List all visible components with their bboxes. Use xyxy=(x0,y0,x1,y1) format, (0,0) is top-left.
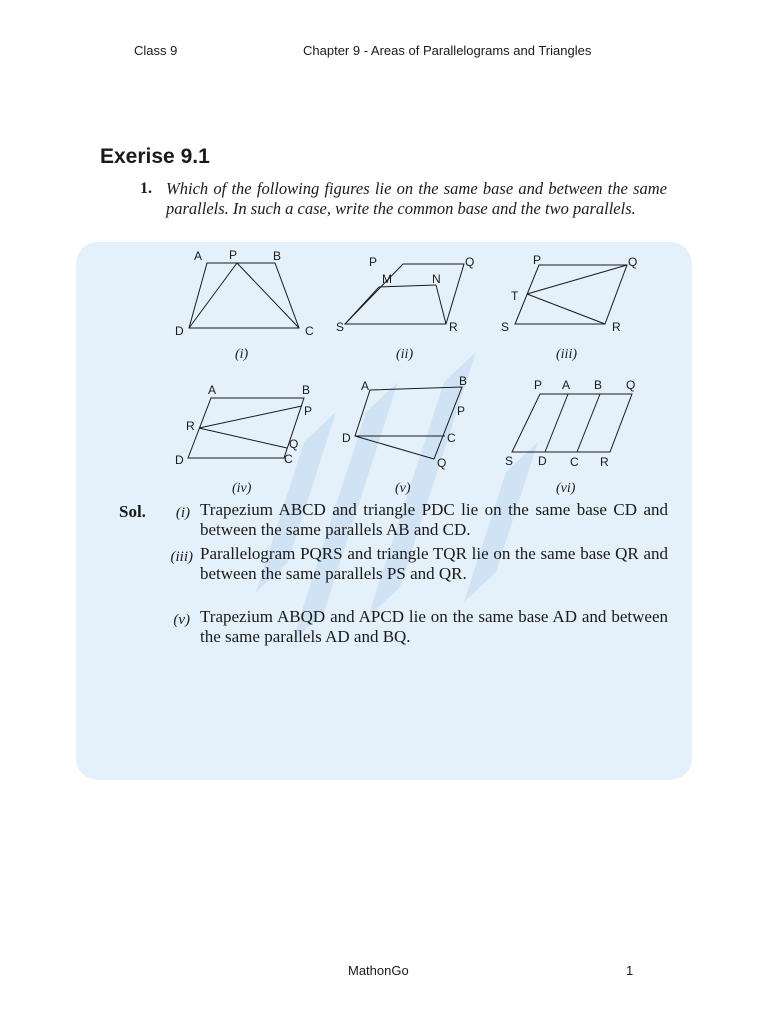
label: S xyxy=(505,454,514,468)
figure-caption: (v) xyxy=(395,481,411,496)
footer-brand: MathonGo xyxy=(348,963,409,978)
figure-caption: (iii) xyxy=(556,347,577,362)
page-number: 1 xyxy=(626,963,634,978)
label: B xyxy=(459,374,468,388)
label: P xyxy=(534,378,543,392)
label: Q xyxy=(626,378,636,392)
label: A xyxy=(562,378,571,392)
solution-text: Trapezium ABQD and APCD lie on the same base AD and between the same parallels AD and BQ. xyxy=(200,607,668,646)
question-number: 1. xyxy=(140,180,152,197)
label: P xyxy=(369,255,378,269)
label: P xyxy=(533,253,542,267)
figure-caption: (vi) xyxy=(556,481,576,496)
label: P xyxy=(457,404,466,418)
label: T xyxy=(511,289,519,303)
label: D xyxy=(342,431,351,445)
label: R xyxy=(612,320,621,334)
figure-iv xyxy=(188,398,304,458)
label: D xyxy=(175,453,184,467)
solution-index: (iii) xyxy=(170,549,193,565)
label: R xyxy=(600,455,609,469)
label: Q xyxy=(289,437,299,451)
label: C xyxy=(305,324,314,338)
figure-ii xyxy=(345,264,464,324)
label: M xyxy=(382,272,392,286)
figure-vi xyxy=(512,394,632,452)
label: R xyxy=(186,419,195,433)
label: P xyxy=(229,248,238,262)
figure-caption: (ii) xyxy=(396,347,414,362)
solution-text: Parallelogram PQRS and triangle TQR lie on the same base QR and between the same parallels PS and QR. xyxy=(200,544,668,583)
solution-label: Sol. xyxy=(119,502,146,521)
label: S xyxy=(336,320,345,334)
label: R xyxy=(449,320,458,334)
label: A xyxy=(208,383,217,397)
label: A xyxy=(194,249,203,263)
figure-caption: (iv) xyxy=(232,481,252,496)
label: N xyxy=(432,272,441,286)
figure-i xyxy=(189,263,299,328)
figure-v xyxy=(355,387,462,459)
label: S xyxy=(501,320,510,334)
label: Q xyxy=(465,255,475,269)
label: B xyxy=(302,383,311,397)
label: Q xyxy=(437,456,447,470)
question-text: Which of the following figures lie on the same base and between the same parallels. In such a case, write the common base and the two parallels. xyxy=(166,179,667,218)
label: D xyxy=(538,454,547,468)
label: C xyxy=(284,452,293,466)
figure-iii xyxy=(515,265,627,324)
label: P xyxy=(304,404,313,418)
solution-text: Trapezium ABCD and triangle PDC lie on the same base CD and between the same parallels AB and CD. xyxy=(200,500,668,539)
label: D xyxy=(175,324,184,338)
solution-index: (i) xyxy=(175,505,190,521)
label: C xyxy=(570,455,579,469)
exercise-title: Exerise 9.1 xyxy=(100,145,210,168)
label: C xyxy=(447,431,456,445)
figure-caption: (i) xyxy=(235,347,249,362)
header-chapter-title: Chapter 9 - Areas of Parallelograms and Triangles xyxy=(303,43,592,58)
header-class-label: Class 9 xyxy=(134,43,178,58)
solution-index: (v) xyxy=(173,612,190,628)
label: Q xyxy=(628,255,638,269)
label: A xyxy=(361,379,370,393)
label: B xyxy=(273,249,282,263)
label: B xyxy=(594,378,603,392)
